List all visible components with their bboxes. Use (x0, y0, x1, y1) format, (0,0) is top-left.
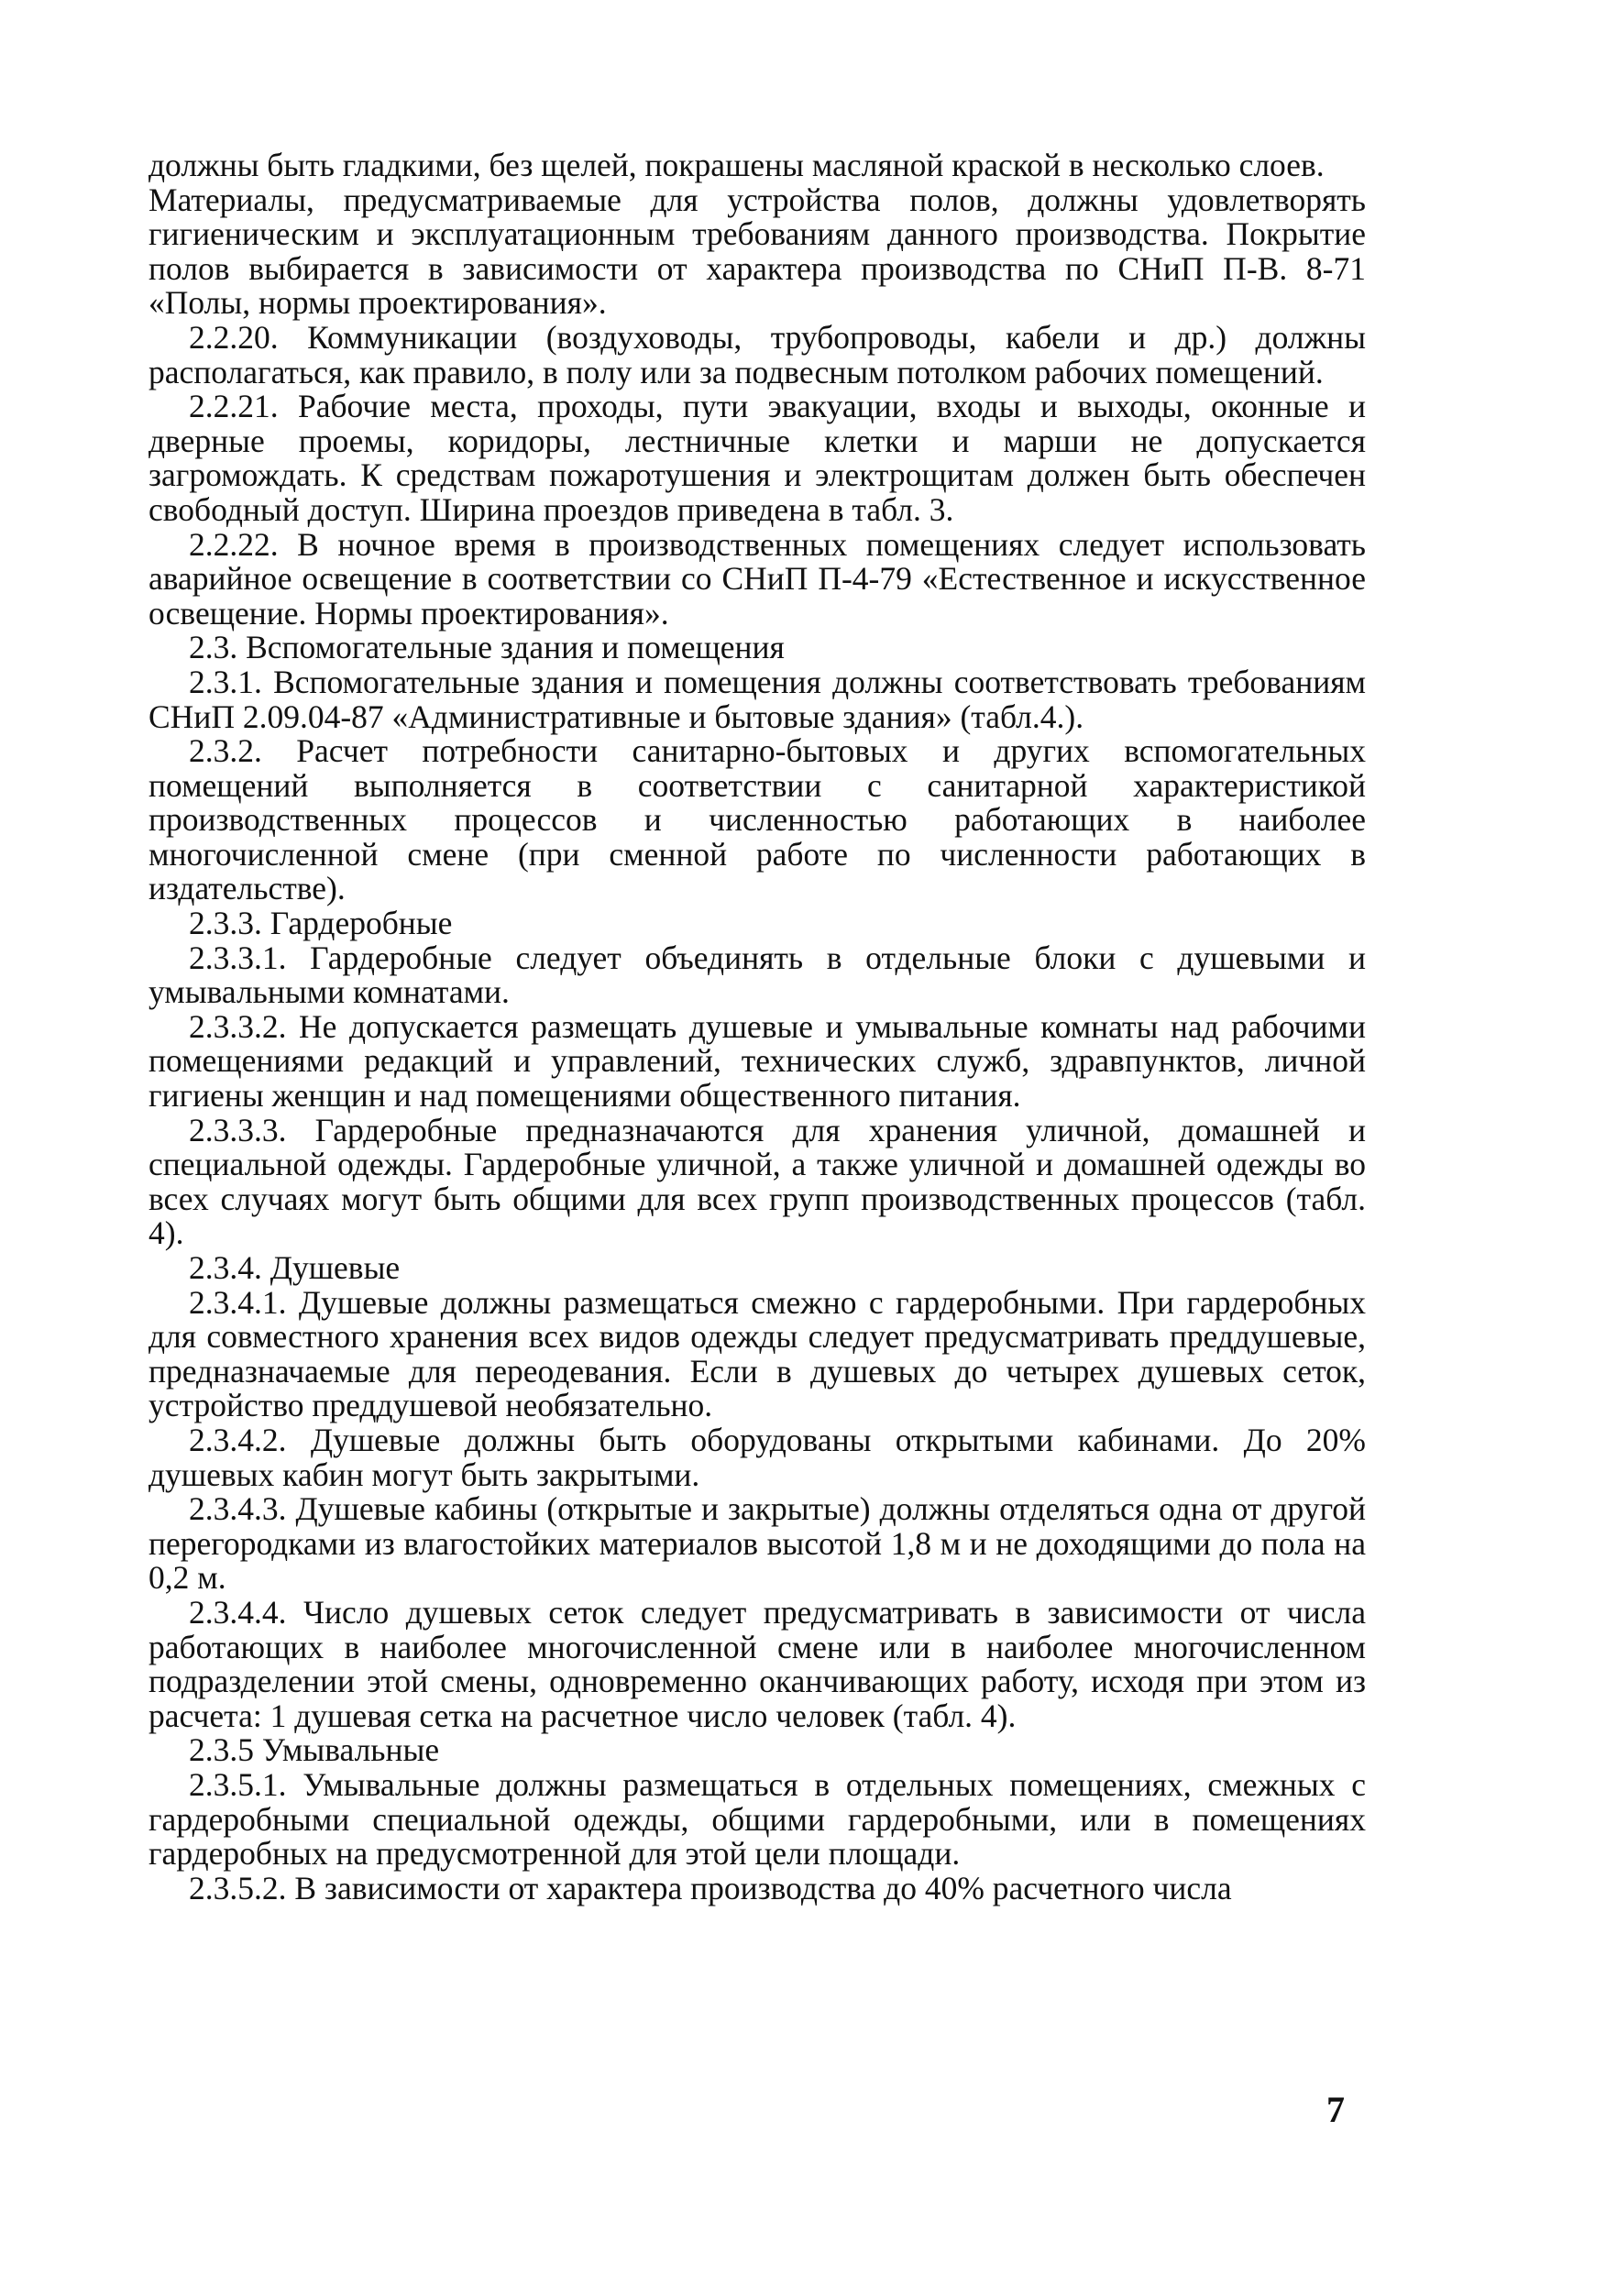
paragraph: 2.3.5.1. Умывальные должны размещаться в отдельных помещениях, смежных с гардеробными специальной одежды, общими гардеробными, или в помещениях гардеробных на предусмотренной для этой цели площади. (148, 1765, 1366, 1873)
paragraph: 2.3.4.1. Душевые должны размещаться смежно с гардеробными. При гардеробных для совместного хранения всех видов одежды следует предусматривать преддушевые, предназначаемые для переодевания. Если в душевых до четырех душевых сеток, устройство преддушевой необязательно. (148, 1283, 1366, 1424)
paragraph: 2.3.3.1. Гардеробные следует объединять в отдельные блоки с душевыми и умывальными комнатами. (148, 939, 1366, 1011)
paragraph: 2.3.5.2. В зависимости от характера производства до 40% расчетного числа (189, 1869, 1232, 1906)
paragraph: 2.3.2. Расчет потребности санитарно-бытовых и других вспомогательных помещений выполняется в соответствии с санитарной характеристикой производственных процессов и численностью работающих в наиболее многочисленной смене (при сменной работе по численности работающих в издательстве). (148, 732, 1366, 907)
paragraph: 2.3.3.2. Не допускается размещать душевые и умывальные комнаты над рабочими помещениями редакций и управлений, технических служб, здравпунктов, личной гигиены женщин и над помещениями общественного питания. (148, 1007, 1366, 1115)
paragraph: 2.3.4.3. Душевые кабины (открытые и закрытые) должны отделяться одна от другой перегородками из влагостойких материалов высотой 1,8 м и не доходящими до пола на 0,2 м. (148, 1490, 1366, 1597)
paragraph: 2.3.4.4. Число душевых сеток следует предусматривать в зависимости от числа работающих в наиболее многочисленной смене или в наиболее многочисленном подразделении этой смены, одновременно оканчивающих работу, исходя при этом из расчета: 1 душевая сетка на расчетное число человек (табл. 4). (148, 1593, 1366, 1734)
paragraph: 2.2.22. В ночное время в производственных помещениях следует использовать аварийное освещение в соответствии со СНиП П-4-79 «Естественное и искусственное освещение. Нормы проектирования». (148, 525, 1366, 632)
page-number: 7 (1326, 2089, 1345, 2130)
page-body (148, 148, 1366, 1906)
paragraph: 2.3.4.2. Душевые должны быть оборудованы открытыми кабинами. До 20% душевых кабин могут быть закрытыми. (148, 1421, 1366, 1493)
section-heading: 2.3.5 Умывальные (189, 1731, 440, 1769)
section-heading: 2.3.4. Душевые (189, 1249, 401, 1286)
section-heading: 2.3.3. Гардеробные (189, 905, 453, 942)
paragraph: 2.3.1. Вспомогательные здания и помещения должны соответствовать требованиям СНиП 2.09.04-87 «Административные и бытовые здания» (табл.4.). (148, 663, 1366, 735)
paragraph: Материалы, предусматриваемые для устройства полов, должны удовлетворять гигиеническим и эксплуатационным требованиям данного производства. Покрытие полов выбирается в зависимости от характера производства по СНиП П-В. 8-71 «Полы, нормы проектирования». (148, 181, 1366, 322)
paragraph: должны быть гладкими, без щелей, покрашены масляной краской в несколько слоев. (148, 147, 1325, 183)
paragraph: 2.2.21. Рабочие места, проходы, пути эвакуации, входы и выходы, оконные и дверные проемы, коридоры, лестничные клетки и марши не допускается загромождать. К средствам пожаротушения и электрощитам должен быть обеспечен свободный доступ. Ширина проездов приведена в табл. 3. (148, 388, 1366, 528)
section-heading: 2.3. Вспомогательные здания и помещения (189, 629, 785, 666)
paragraph: 2.3.3.3. Гардеробные предназначаются для хранения уличной, домашней и специальной одежды. Гардеробные уличной, а также уличной и домашней одежды во всех случаях могут быть общими для всех групп производственных процессов (табл. 4). (148, 1111, 1366, 1252)
paragraph: 2.2.20. Коммуникации (воздуховоды, трубопроводы, кабели и др.) должны располагаться, как правило, в полу или за подвесным потолком рабочих помещений. (148, 318, 1366, 390)
